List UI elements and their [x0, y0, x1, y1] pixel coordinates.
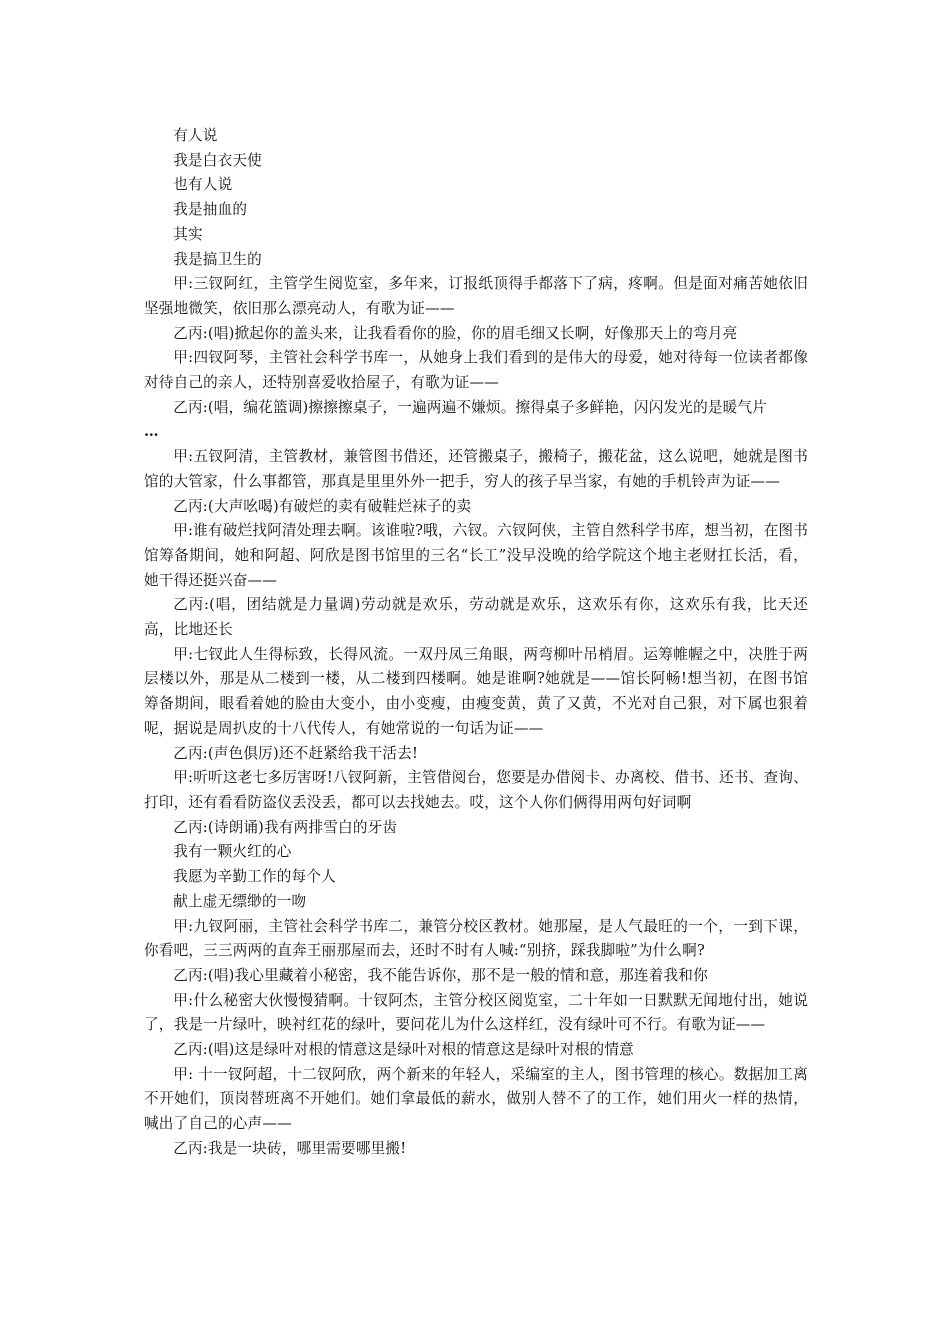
document-body	[144, 124, 808, 1162]
dialogue-paragraph: 甲:九钗阿丽，主管社会科学书库二，兼管分校区教材。她那屋，是人气最旺的一个，一到下课，你看吧，三三两两的直奔王丽那屋而去，还时不时有人喊:“别挤，踩我脚啦”为什么啊?	[144, 917, 808, 960]
dialogue-paragraph: 乙丙:(大声吆喝)有破烂的卖有破鞋烂袜子的卖	[173, 497, 472, 515]
dialogue-paragraph: 乙丙:(诗朗诵)我有两排雪白的牙齿	[173, 818, 398, 836]
dialogue-paragraph: 乙丙:(唱，团结就是力量调)劳动就是欢乐，劳动就是欢乐，这欢乐有你，这欢乐有我，比天还高，比地还长	[144, 596, 808, 639]
poem-line: 我有一颗火红的心	[173, 843, 292, 861]
poem-line: 献上虚无缥缈的一吻	[173, 892, 307, 910]
dialogue-paragraph: 乙丙:(唱)这是绿叶对根的情意这是绿叶对根的情意这是绿叶对根的情意	[173, 1041, 634, 1059]
dialogue-paragraph: 甲: 十一钗阿超，十二钗阿欣，两个新来的年轻人，采编室的主人，图书管理的核心。数据加工离不开她们，顶岗替班离不开她们。她们拿最低的薪水，做别人替不了的工作，她们用火一样的热情，喊出了自己的心声——	[144, 1065, 808, 1133]
dialogue-paragraph: 乙丙:(唱)我心里藏着小秘密，我不能告诉你，那不是一般的情和意，那连着我和你	[173, 966, 708, 984]
poem-line: 我是白衣天使	[173, 151, 262, 169]
dialogue-paragraph: 甲:什么秘密大伙慢慢猜啊。十钗阿杰，主管分校区阅览室，二十年如一日默默无闻地付出，她说了，我是一片绿叶，映衬红花的绿叶，要问花儿为什么这样红，没有绿叶可不行。有歌为证——	[144, 991, 808, 1034]
ellipsis-line: …	[144, 423, 160, 441]
dialogue-paragraph: 甲:七钗此人生得标致，长得风流。一双丹凤三角眼，两弯柳叶吊梢眉。运筹帷幄之中，决胜于两层楼以外，那是从二楼到一楼，从二楼到四楼啊。她是谁啊?她就是——馆长阿畅!想当初，在图书馆筹备期间，眼看着她的脸由大变小，由小变瘦，由瘦变黄，黄了又黄，不光对自己狠，对下属也狠着呢，据说是周扒皮的十八代传人，有她常说的一句话为证——	[144, 645, 808, 737]
dialogue-paragraph: 甲:三钗阿红，主管学生阅览室，多年来，订报纸顶得手都落下了病，疼啊。但是面对痛苦她依旧坚强地微笑，依旧那么漂亮动人，有歌为证——	[144, 275, 808, 317]
poem-line: 其实	[173, 225, 203, 243]
dialogue-paragraph: 乙丙:(声色俱厉)还不赶紧给我干活去!	[173, 744, 419, 762]
dialogue-paragraph: 甲:五钗阿清，主管教材，兼管图书借还，还管搬桌子，搬椅子，搬花盆，这么说吧，她就是图书馆的大管家，什么事都管，那真是里里外外一把手，穷人的孩子早当家，有她的手机铃声为证——	[144, 448, 808, 490]
poem-line: 有人说	[173, 127, 218, 144]
dialogue-paragraph: 甲:听听这老七多厉害呀!八钗阿新，主管借阅台，您要是办借阅卡、办离校、借书、还书、查询、打印，还有看看防盗仪丢没丢，都可以去找她去。哎，这个人你们俩得用两句好词啊	[144, 769, 808, 811]
poem-line: 我是抽血的	[173, 201, 248, 219]
poem-line: 我愿为辛勤工作的每个人	[173, 868, 336, 886]
dialogue-paragraph: 甲:四钗阿琴，主管社会科学书库一，从她身上我们看到的是伟大的母爱，她对待每一位读者都像对待自己的亲人，还特别喜爱收拾屋子，有歌为证——	[144, 349, 808, 392]
dialogue-paragraph: 乙丙:我是一块砖，哪里需要哪里搬!	[173, 1139, 407, 1157]
dialogue-paragraph: 乙丙:(唱)掀起你的盖头来，让我看看你的脸，你的眉毛细又长啊，好像那天上的弯月亮	[173, 324, 738, 342]
poem-line: 也有人说	[173, 176, 233, 194]
poem-line: 我是搞卫生的	[173, 250, 262, 268]
dialogue-paragraph: 乙丙:(唱，编花篮调)擦擦擦桌子，一遍两遍不嫌烦。擦得桌子多鲜艳，闪闪发光的是暖气片	[173, 398, 768, 416]
dialogue-paragraph: 甲:谁有破烂找阿清处理去啊。该谁啦?哦，六钗。六钗阿侠，主管自然科学书库，想当初，在图书馆筹备期间，她和阿超、阿欣是图书馆里的三名“长工”没早没晚的给学院这个地主老财扛长活，看，她干得还挺兴奋——	[144, 522, 808, 589]
